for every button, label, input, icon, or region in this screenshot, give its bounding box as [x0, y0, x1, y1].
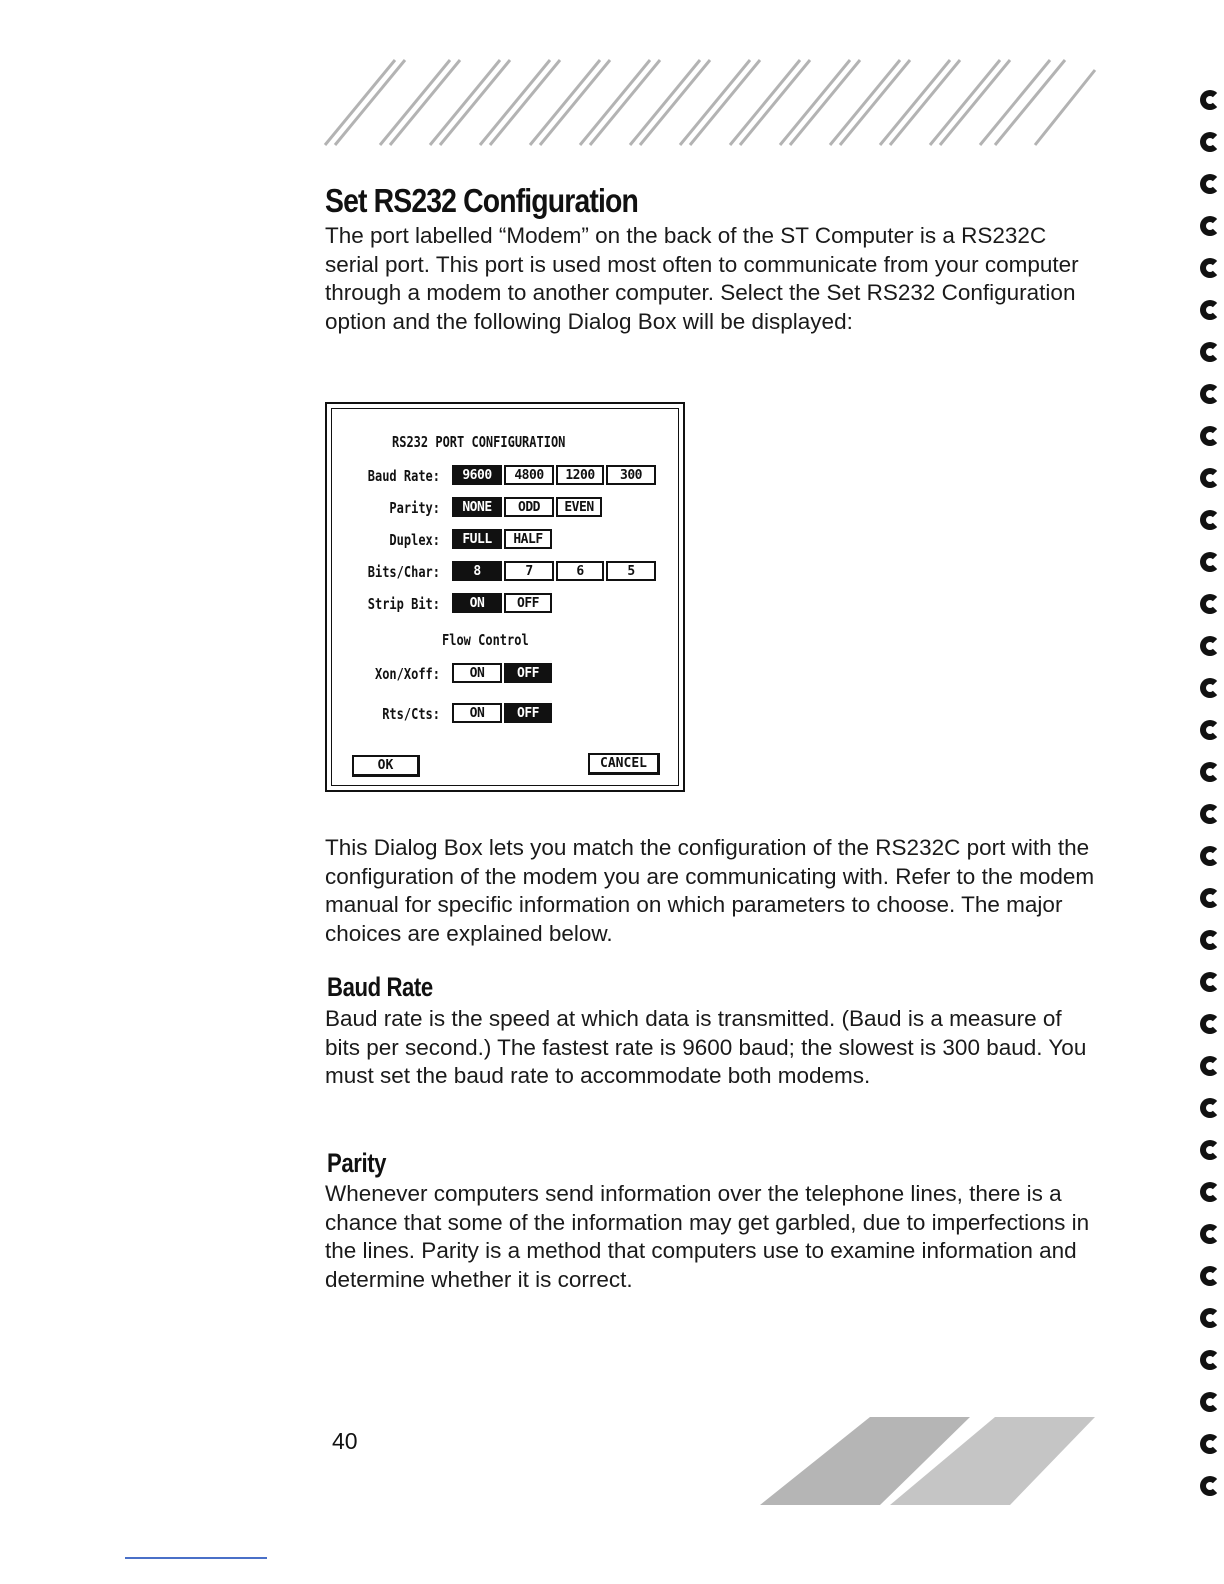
bits-5-option[interactable]: 5: [606, 561, 656, 581]
bits-8-option[interactable]: 8: [452, 561, 502, 581]
baud-rate-paragraph: Baud rate is the speed at which data is transmitted. (Baud is a measure of bits per second.) The fastest rate is 9600 baud; the slowest is 300 baud. You must set the baud rate to accommodate both modems.: [325, 1006, 1087, 1089]
bits-7-option[interactable]: 7: [504, 561, 554, 581]
duplex-full-option[interactable]: FULL: [452, 529, 502, 549]
xon-xoff-on-option[interactable]: ON: [452, 663, 502, 683]
bottom-stripe-decoration: [760, 1415, 1100, 1507]
baud-rate-label: Baud Rate:: [367, 467, 440, 485]
parity-label: Parity:: [389, 499, 440, 517]
flow-control-heading: Flow Control: [442, 631, 529, 649]
page-number: 40: [332, 1428, 358, 1454]
dialog-explanation-paragraph: This Dialog Box lets you match the configuration of the RS232C port with the configuration of the modem you are communicating with. Refer to the modem manual for specific information on which parameters to choose. The major choices are explained below.: [325, 835, 1095, 946]
baud-4800-option[interactable]: 4800: [504, 465, 554, 485]
baud-9600-option[interactable]: 9600: [452, 465, 502, 485]
parity-odd-option[interactable]: ODD: [504, 497, 554, 517]
parity-heading: Parity: [327, 1148, 387, 1178]
rts-cts-off-option[interactable]: OFF: [504, 703, 552, 723]
spiral-binding: [1196, 80, 1224, 1500]
baud-rate-heading: Baud Rate: [327, 972, 433, 1002]
strip-bit-on-option[interactable]: ON: [452, 593, 502, 613]
strip-bit-off-option[interactable]: OFF: [504, 593, 552, 613]
bits-6-option[interactable]: 6: [556, 561, 604, 581]
rts-cts-on-option[interactable]: ON: [452, 703, 502, 723]
intro-paragraph: The port labelled “Modem” on the back of the ST Computer is a RS232C serial port. This port is used most often to communicate from your computer through a modem to another computer. Select the Set RS232 Configuration option and the following Dialog Box will be displayed:: [325, 223, 1079, 334]
dialog-frame: [331, 408, 679, 786]
parity-none-option[interactable]: NONE: [452, 497, 502, 517]
rts-cts-label: Rts/Cts:: [382, 705, 440, 723]
bits-per-char-label: Bits/Char:: [367, 563, 440, 581]
duplex-half-option[interactable]: HALF: [504, 529, 552, 549]
parity-paragraph: Whenever computers send information over the telephone lines, there is a chance that some of the information may get garbled, due to imperfections in the lines. Parity is a method that computers use to examine information and determine whether it is correct.: [325, 1181, 1090, 1292]
duplex-label: Duplex:: [389, 531, 440, 549]
strip-bit-label: Strip Bit:: [367, 595, 440, 613]
ok-button[interactable]: OK: [352, 755, 420, 777]
footer-rule: [125, 1557, 267, 1559]
baud-1200-option[interactable]: 1200: [556, 465, 604, 485]
xon-xoff-off-option[interactable]: OFF: [504, 663, 552, 683]
baud-300-option[interactable]: 300: [606, 465, 656, 485]
dialog-title: RS232 PORT CONFIGURATION: [392, 433, 566, 451]
rs232-config-dialog: [325, 402, 685, 792]
page-title: Set RS232 Configuration: [325, 182, 638, 219]
parity-even-option[interactable]: EVEN: [556, 497, 602, 517]
xon-xoff-label: Xon/Xoff:: [374, 665, 440, 683]
cancel-button[interactable]: CANCEL: [588, 753, 660, 775]
top-stripe-decoration: [305, 55, 1105, 150]
